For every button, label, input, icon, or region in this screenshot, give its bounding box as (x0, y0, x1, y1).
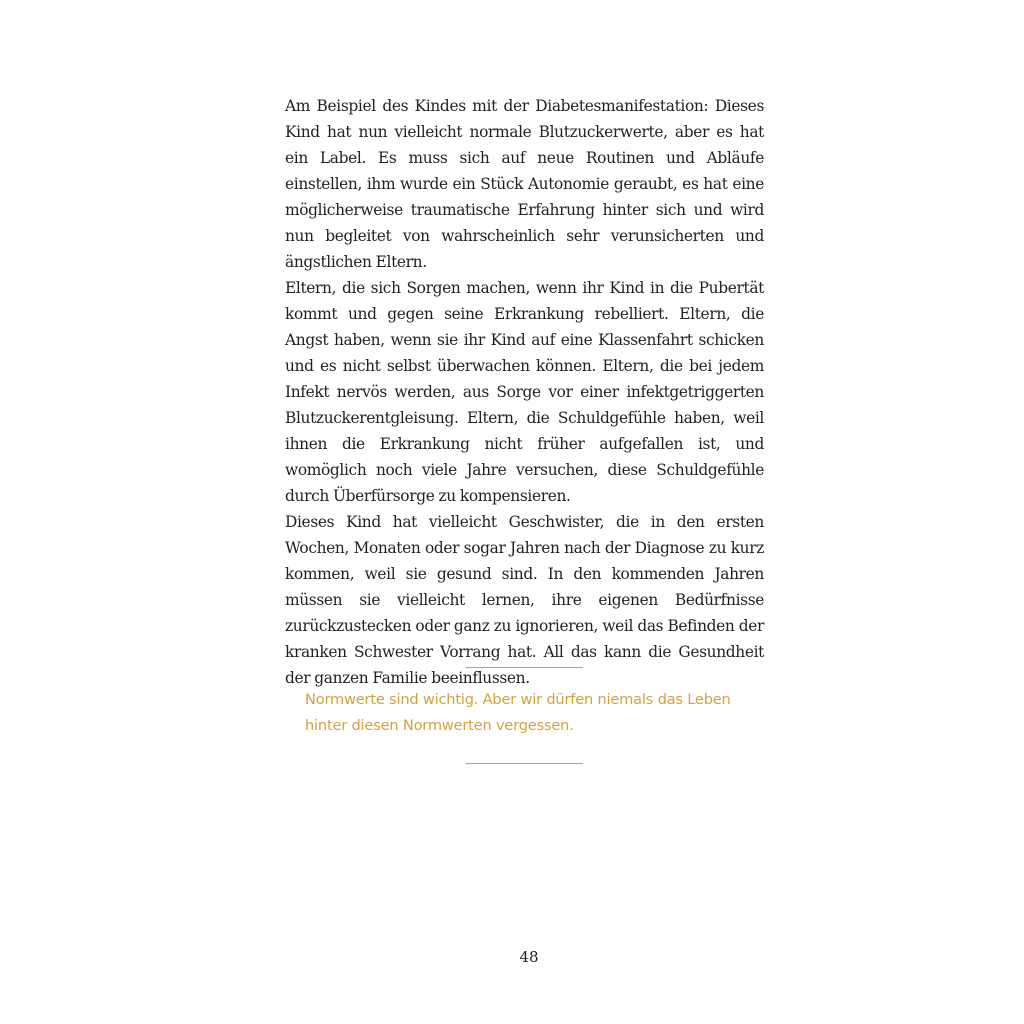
page-number: 48 (519, 948, 539, 966)
paragraph-3: Dieses Kind hat vielleicht Geschwister, die in den ersten Wochen, Monaten oder sogar Jahren nach der Diagnose zu kurz kommen, weil sie gesund sind. In den kommenden Jahren müssen sie vielleicht lernen, ihre eigenen Bedürfnisse zurückzustecken oder ganz zu ignorieren, weil das Befinden der kranken Schwester Vorrang hat. All das kann die Gesundheit der ganzen Familie beeinflussen. (285, 513, 764, 687)
main-text-block (285, 93, 764, 691)
quote-divider-bottom (466, 763, 583, 764)
paragraph-1: Am Beispiel des Kindes mit der Diabetesmanifestation: Dieses Kind hat nun vielleicht normale Blutzuckerwerte, aber es hat ein Label. Es muss sich auf neue Routinen und Abläufe einstellen, ihm wurde ein Stück Autonomie geraubt, es hat eine möglicherweise traumatische Erfahrung hinter sich und wird nun begleitet von wahrscheinlich sehr verunsicherten und ängstlichen Eltern. (285, 97, 764, 271)
pull-quote-text: Normwerte sind wichtig. Aber wir dürfen niemals das Leben hinter diesen Normwerten vergessen. (305, 691, 731, 734)
pull-quote (305, 687, 765, 739)
quote-divider-top (466, 667, 583, 668)
paragraph-2: Eltern, die sich Sorgen machen, wenn ihr Kind in die Pubertät kommt und gegen seine Erkrankung rebelliert. Eltern, die Angst haben, wenn sie ihr Kind auf eine Klassenfahrt schicken und es nicht selbst überwachen können. Eltern, die bei jedem Infekt nervös werden, aus Sorge vor einer infektgetriggerten Blutzuckerentgleisung. Eltern, die Schuldgefühle haben, weil ihnen die Erkrankung nicht früher aufgefallen ist, und womöglich noch viele Jahre versuchen, diese Schuldgefühle durch Überfürsorge zu kompensieren. (285, 279, 764, 505)
